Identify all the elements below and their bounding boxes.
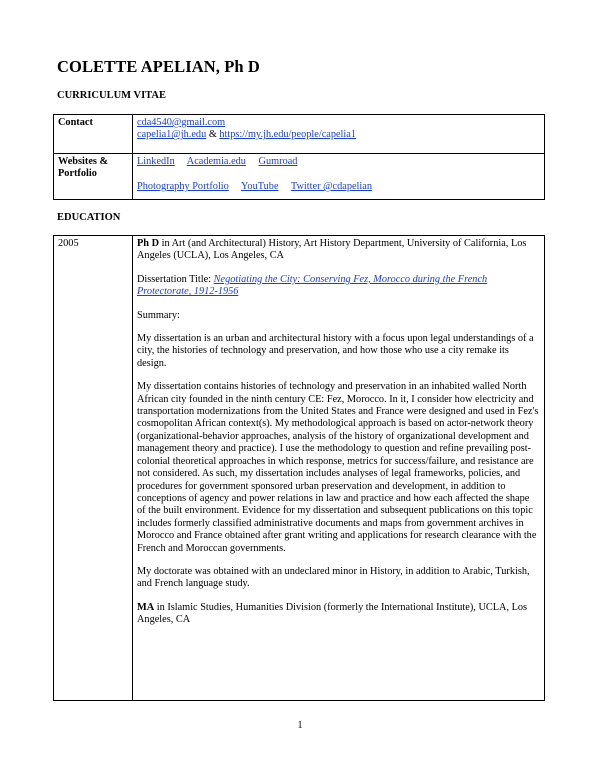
summary-paragraph-2: My dissertation contains histories of technology and preservation in an inhabited walled North African city founded in the ninth century CE: Fez, Morocco. In it, I consider how electricity and transportation modernizations from the United States and France were designed and used in Fez's cosmopolitan African context(s). My methodological approach is based on actor-network theory (organizational-behavior approaches, analysis of the history of organizational development and management theory and practice). I use the methodology to question and refine prevailing post-colonial theoretical approaches in which response, metrics for success/failure, and resistance are not considered. As such, my dissertation includes analyses of legal frameworks, policies, and procedures for government sponsored urban preservation and development, in addition to conceptions of agency and power relations in law and practice and how each affected the shape of the built environment. Evidence for my dissertation and subsequent publications on this topic includes formerly classified administrative documents and maps from government archives in Morocco and France obtained after grant writing and applications for research clearance with the French and Moroccan governments. [137,381,539,554]
youtube-link[interactable]: YouTube [241,181,279,192]
profile-url-link[interactable]: https://my.jh.edu/people/capelia1 [219,129,356,141]
dissertation-title-link[interactable]: Negotiating the City: Conserving Fez, Morocco during the French Protectorate, 1912-1956 [137,273,488,298]
ma-description: in Islamic Studies, Humanities Division (formerly the International Institute), UCLA, Los Angeles, CA [137,601,528,626]
dissertation-label: Dissertation Title: [137,273,214,285]
phd-degree: Ph D [137,238,160,249]
phd-entry [137,238,540,263]
contact-label: Contact [54,115,133,154]
education-year: 2005 [54,236,133,701]
email-work-link[interactable]: capelia1@jh.edu [137,129,207,141]
education-heading: EDUCATION [57,212,121,223]
linkedin-link[interactable]: LinkedIn [137,156,175,167]
ampersand-text: & [208,129,217,141]
phd-description: in Art (and Architectural) History, Art History Department, University of California, Los Angeles (UCLA), Los Angeles, CA [137,238,527,262]
photography-portfolio-link[interactable]: Photography Portfolio [137,181,229,192]
education-details [133,236,545,701]
websites-row [54,154,545,200]
summary-label: Summary: [137,309,180,321]
page-number: 1 [297,720,303,731]
education-row [54,236,545,701]
cv-subtitle: CURRICULUM VITAE [57,90,166,101]
ma-degree: MA [137,601,155,613]
websites-label: Websites & Portfolio [54,154,133,200]
summary-paragraph-3: My doctorate was obtained with an undeclared minor in History, in addition to Arabic, Turkish, and French language study. [137,565,530,590]
websites-values [133,154,545,200]
cv-name: COLETTE APELIAN, Ph D [57,57,260,76]
gumroad-link[interactable]: Gumroad [258,156,298,167]
contact-values [133,115,545,154]
contact-table [53,114,545,200]
dissertation-title-line [137,274,540,299]
ma-entry [137,602,540,627]
contact-row [54,115,545,154]
twitter-link[interactable]: Twitter @cdapelian [290,181,372,192]
summary-paragraph-1: My dissertation is an urban and architectural history with a focus upon legal understandings of a city, the histories of technology and preservation, and how those who use a city remake its design. [137,333,534,369]
education-table [53,235,545,701]
email-personal-link[interactable]: cda4540@gmail.com [137,117,226,128]
academia-link[interactable]: Academia.edu [186,156,246,167]
